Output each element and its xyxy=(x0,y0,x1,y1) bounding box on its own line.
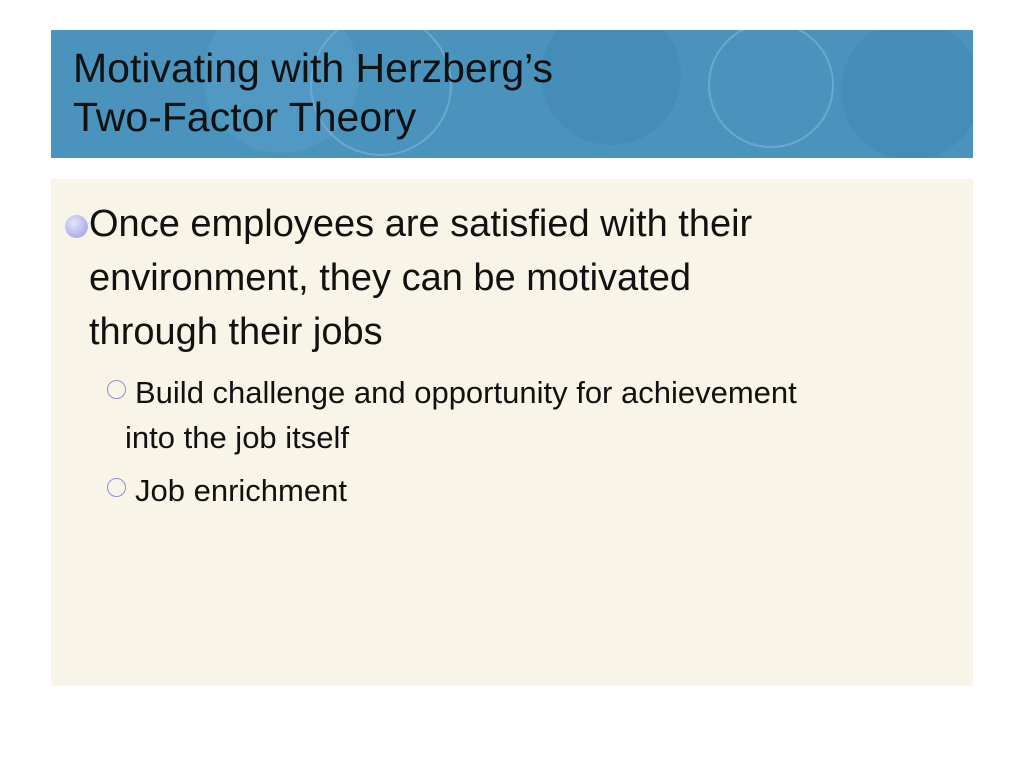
sub-bullet-item xyxy=(103,370,963,460)
title-line-1: Motivating with Herzberg’s xyxy=(73,45,554,91)
title-line-2: Two-Factor Theory xyxy=(73,94,417,140)
sub-bullet-text-line-1: Job enrichment xyxy=(135,473,347,508)
sub-bullet-list xyxy=(103,370,963,521)
slide-title xyxy=(73,44,553,142)
filled-circle-bullet-icon xyxy=(65,215,88,238)
bullet-text-line-2: environment, they can be motivated xyxy=(89,257,692,299)
bullet-text-line-3: through their jobs xyxy=(89,311,383,353)
hollow-circle-bullet-icon xyxy=(107,478,126,497)
sub-bullet-text-line-1: Build challenge and opportunity for achievement xyxy=(135,375,797,410)
sub-bullet-text-line-2: into the job itself xyxy=(125,420,350,455)
title-bar xyxy=(51,30,973,158)
bullet-item xyxy=(65,197,945,359)
content-area xyxy=(51,179,973,686)
bullet-text-line-1: Once employees are satisfied with their xyxy=(89,203,753,245)
hollow-circle-bullet-icon xyxy=(107,380,126,399)
sub-bullet-item xyxy=(103,468,963,513)
